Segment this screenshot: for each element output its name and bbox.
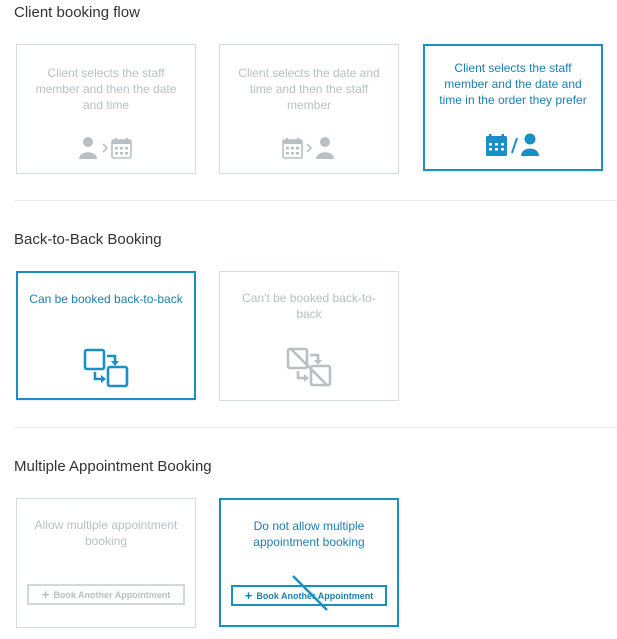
section-title-client-booking-flow: Client booking flow	[14, 4, 140, 21]
option-staff-then-datetime[interactable]	[16, 44, 196, 174]
option-label: Client selects the staff member and the date and time in the order they prefer	[439, 61, 587, 107]
option-label: Do not allow multiple appointment booking	[253, 519, 365, 549]
calendar-chevron-person-icon	[279, 135, 339, 161]
option-label: Client selects the staff member and then the date and time	[35, 66, 177, 112]
option-label: Can't be booked back-to-back	[242, 291, 376, 321]
option-any-order[interactable]	[423, 44, 603, 171]
section-title-multiple-appointment: Multiple Appointment Booking	[14, 458, 212, 475]
plus-icon: +	[244, 588, 253, 603]
back-to-back-disabled-icon	[284, 346, 334, 388]
strike-through-icon	[289, 572, 331, 614]
option-label: Client selects the date and time and then the staff member	[238, 66, 380, 112]
option-label: Allow multiple appointment booking	[34, 518, 178, 548]
option-allow-multiple[interactable]	[16, 498, 196, 628]
plus-icon: +	[41, 587, 50, 602]
section-title-back-to-back: Back-to-Back Booking	[14, 231, 162, 248]
book-another-label: Book Another Appointment	[256, 590, 374, 601]
option-back-to-back-allowed[interactable]	[16, 271, 196, 400]
option-label: Can be booked back-to-back	[29, 292, 183, 306]
calendar-slash-person-icon	[483, 132, 543, 158]
option-back-to-back-not-allowed[interactable]	[219, 271, 399, 401]
section-divider	[14, 427, 617, 428]
person-chevron-calendar-icon	[76, 135, 136, 161]
book-another-appointment-preview	[27, 584, 185, 605]
back-to-back-icon	[81, 347, 131, 389]
book-another-label: Book Another Appointment	[53, 589, 171, 600]
section-divider	[14, 200, 617, 201]
option-datetime-then-staff[interactable]	[219, 44, 399, 174]
option-disallow-multiple[interactable]	[219, 498, 399, 627]
